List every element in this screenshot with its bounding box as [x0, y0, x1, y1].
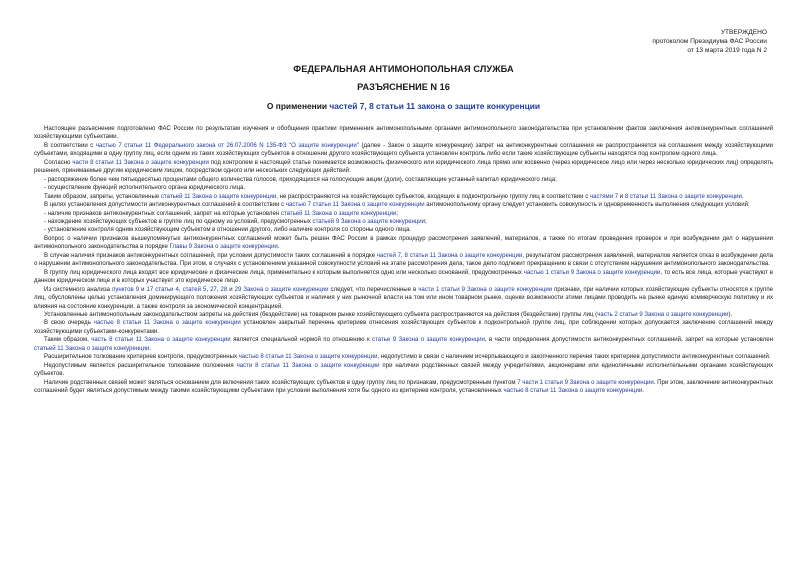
- paragraph: [34, 201, 773, 209]
- paragraph: [34, 142, 773, 159]
- law-reference-link[interactable]: части 8 статьи 11 Закона о защите конкуренции: [72, 159, 209, 166]
- paragraph-text: признаки, при наличии которых хозяйствующие субъекты относятся к группе лиц, обусловлены целью установления доминирующего положения хозяйствующих субъектов и наличия у них рыночной власти на том или ином товарном рынке, оценки возможности этими лицами проводить на рынке единую коммерческую политику и их влияния на состояние конкуренции, а также контроля за экономической концентрацией.: [34, 286, 773, 310]
- paragraph-text: .: [277, 244, 280, 251]
- law-reference-link[interactable]: 8 статьи 11 Закона о защите конкуренции: [404, 252, 523, 259]
- law-reference-link[interactable]: часть 2 статьи 9 Закона о защите конкуренции: [597, 311, 729, 318]
- paragraph-text: (далее - Закон о защите конкуренции) запрет на антиконкурентные соглашения не распространяется на соглашения между хозяйствующими субъектами, входящими в одну группу лиц, если одним из таких хозяйствующих субъектов в отношении другого хозяйствующего субъекта установлен контроль либо если такие хозяйствующие субъекты находятся под контролем одного лица.: [34, 142, 773, 158]
- paragraph-text: ,: [206, 286, 211, 293]
- law-reference-link[interactable]: пунктов 9: [112, 286, 140, 293]
- paragraph-text: ,: [401, 252, 405, 259]
- paragraph-text: , в части определения допустимости антиконкурентных соглашений, запрет на которые установлен: [484, 337, 773, 344]
- paragraph-text: , не распространяются на хозяйствующих субъектов, входящих в подконтрольную группу лиц в соответствии с: [276, 193, 590, 200]
- paragraph-text: Таким образом, запреты, установленные: [44, 193, 161, 200]
- paragraph-text: и: [227, 286, 235, 293]
- paragraph-text: Недопустимым является расширительное толкование положения: [44, 362, 237, 369]
- law-reference-link[interactable]: Главы 9 Закона о защите конкуренции: [169, 244, 278, 251]
- law-reference-link[interactable]: статьей 11 Закона о защите конкуренции: [160, 193, 277, 200]
- paragraph-text: ,: [178, 286, 183, 293]
- paragraph: [34, 125, 773, 142]
- paragraph: [34, 159, 773, 176]
- law-reference-link[interactable]: 7 части 1 статьи 9 Закона о защите конкуренции: [517, 379, 654, 386]
- law-reference-link[interactable]: статьей 11 Закона о защите конкуренции: [280, 210, 397, 217]
- paragraph-text: является специальной нормой по отношению к: [230, 337, 373, 344]
- paragraph-text: антимонопольному органу следует установить совокупность и одновременность выполнения следующих условий:: [424, 202, 750, 209]
- law-reference-link[interactable]: статьей 9 Закона о защите конкуренции: [312, 218, 426, 225]
- paragraph: [34, 336, 773, 353]
- law-reference-link[interactable]: части 1 статьи 9 Закона о защите конкуренции: [418, 286, 553, 293]
- paragraph-text: ;: [425, 218, 427, 225]
- approved-label: УТВЕРЖДЕНО: [720, 29, 767, 36]
- paragraph-text: следует, что перечисленные в: [328, 286, 419, 293]
- paragraph-text: Установленные антимонопольным законодательством запреты на действия (бездействие) на товарном рынке хозяйствующего субъекта распространяются на действия (бездействие) группы лиц (: [44, 311, 598, 318]
- law-reference-link[interactable]: статей 5: [182, 286, 207, 293]
- paragraph: [34, 252, 773, 269]
- paragraph-text: ;: [396, 210, 398, 217]
- law-reference-link[interactable]: частями 7: [589, 193, 619, 200]
- paragraph: [34, 353, 773, 361]
- paragraph-text: , то есть все лица, которые участвуют в данном юридическом лице и в которых участвует это юридическое лицо.: [34, 269, 773, 285]
- document-heading: [0, 101, 807, 111]
- paragraph-text: В свою очередь: [44, 320, 94, 327]
- paragraph-text: Из системного анализа: [44, 286, 113, 293]
- paragraph-text: Согласно: [44, 159, 73, 166]
- law-reference-link[interactable]: частью 7 статьи 11 Федерального закона от 26.07.2006 N 135-ФЗ "О защите конкуренции": [95, 142, 359, 149]
- law-reference-link[interactable]: статьей 11 Закона о защите конкуренции: [34, 345, 150, 352]
- list-item: [34, 218, 773, 226]
- paragraph-text: Расширительное толкование критериев контроля, предусмотренных: [44, 354, 239, 361]
- document-number: РАЗЪЯСНЕНИЕ N 16: [357, 82, 450, 92]
- law-reference-link[interactable]: части 8 статьи 11 Закона о защите конкуренции: [236, 362, 380, 369]
- heading-link[interactable]: частей 7, 8 статьи 11 закона о защите конкуренции: [329, 101, 541, 111]
- law-reference-link[interactable]: статье 9 Закона о защите конкуренции: [372, 337, 485, 344]
- organization-title: ФЕДЕРАЛЬНАЯ АНТИМОНОПОЛЬНАЯ СЛУЖБА: [293, 64, 514, 74]
- paragraph-text: при наличии родственных связей между учредителями, акционерами или единоличными исполнительными органами хозяйствующих субъектов.: [34, 362, 774, 378]
- paragraph: [34, 286, 773, 311]
- paragraph-text: , недопустимо в связи с наличием исчерпывающего и закопченного перечня таких критериев допустимости антиконкурентных соглашений.: [377, 354, 771, 361]
- law-reference-link[interactable]: частью 1 статьи 9 Закона о защите конкуренции: [523, 269, 661, 276]
- paragraph: [34, 311, 773, 319]
- paragraph-text: под контролем в настоящей статье понимается возможность физического или юридического лица прямо или косвенно (через юридическое лицо или через несколько юридических лиц) определять решения, принимаемые другим юридическим лицом, посредством одного или нескольких следующих действий:: [34, 159, 773, 175]
- paragraph-text: - нахождение хозяйствующих субъектов в группе лиц по одному из условий, предусмотренных: [44, 218, 313, 225]
- approved-protocol: протоколом Президиума ФАС России: [652, 38, 767, 46]
- paragraph-text: .: [642, 388, 644, 395]
- law-reference-link[interactable]: часть 8 статьи 11 Закона о защите конкуренции: [91, 337, 231, 344]
- paragraph-text: Вопрос о наличии признаков вышеупомянутых антиконкурентных соглашений может быть решен ФАС России в рамках процедур рассмотрения заявлений, материалов, а также по итогам проведения проверок и при возбуждении дел о нарушении антимонопольного законодательства в порядке: [34, 235, 773, 251]
- approved-date: от 13 марта 2019 года N 2: [687, 47, 767, 55]
- list-item: [34, 210, 773, 218]
- paragraph-text: - наличие признаков антиконкурентных соглашений, запрет на которые установлен: [44, 210, 281, 217]
- law-reference-link[interactable]: 28: [220, 286, 228, 293]
- law-reference-link[interactable]: частью 8 статьи 11 Закона о защите конкуренции: [93, 320, 241, 327]
- paragraph-text: Настоящее разъяснение подготовлено ФАС России по результатам изучения и обобщения практики применения антимонопольными органами антимонопольного законодательства при установлении фактов заключения антиконкурентных соглашений хозяйствующими субъектами.: [34, 126, 773, 141]
- paragraph-text: и: [139, 286, 147, 293]
- law-reference-link[interactable]: 8 статьи 11 Закона о защите конкуренции: [624, 193, 742, 200]
- paragraph-text: . При этом, заключение антиконкурентных соглашений будет являться допустимым между такими хозяйствующими субъектами при условии выполнения хотя бы одного из критериев контроля, установленных: [34, 379, 774, 395]
- document-body: [34, 125, 773, 396]
- approval-stamp: [507, 28, 767, 56]
- law-reference-link[interactable]: 27: [210, 286, 217, 293]
- paragraph-text: , результатом рассмотрения заявлений, материалов является отказ в возбуждении дела о нарушении антимонопольного законодательства. При этом, в случаях с установлением указанной совокупности условий на этапе рассмотрения дела, такое дело подлежит прекращению в связи с отсутствием нарушения антимонопольного законодательства.: [34, 252, 773, 268]
- paragraph: [34, 235, 773, 252]
- paragraph-text: установлен закрытый перечень критериев отнесения хозяйствующих субъектов к подконтрольной группе лиц, при соблюдении которых допускается заключение соглашений между хозяйствующими субъектами-конкурентами.: [34, 320, 773, 335]
- law-reference-link[interactable]: частью 7 статьи 11 Закона о защите конкуренции: [285, 202, 425, 209]
- law-reference-link[interactable]: частью 8 статьи 11 Закона о защите конкуренции: [238, 354, 378, 361]
- paragraph-text: .: [149, 345, 152, 352]
- paragraph-text: В группу лиц юридического лица входят все юридические и физические лица, применительно к которым выполняется одно или несколько оснований, предусмотренных: [44, 269, 524, 276]
- law-reference-link[interactable]: частью 8 статьи 11 Закона о защите конкуренции: [503, 388, 643, 395]
- paragraph-text: В соответствии с: [44, 142, 96, 149]
- paragraph-text: - установление контроля одним хозяйствующим субъектом в отношении другого, либо наличие контроля со стороны одного лица.: [44, 227, 411, 234]
- paragraph: [34, 269, 773, 286]
- paragraph: [34, 379, 773, 396]
- paragraph-text: - распоряжение более чем пятьюдесятью процентами общего количества голосов, приходящихся на голосующие акции (доли), составляющие уставный капитал юридического лица;: [44, 176, 557, 183]
- paragraph: [34, 193, 773, 201]
- paragraph-text: .: [741, 193, 744, 200]
- paragraph-text: и: [618, 193, 625, 200]
- list-item: [34, 176, 773, 184]
- paragraph-text: - осуществление функций исполнительного органа юридического лица.: [44, 185, 246, 192]
- paragraph-text: Наличие родственных связей может являться основанием для включения таких хозяйствующих субъектов в одну группу лиц по признакам, предусмотренным пунктом: [44, 379, 518, 386]
- paragraph-text: ).: [728, 311, 733, 318]
- paragraph: [34, 362, 773, 379]
- law-reference-link[interactable]: 29 Закона о защите конкуренции: [234, 286, 329, 293]
- paragraph-text: В случае наличия признаков антиконкурентных соглашений, при условии допустимости таких соглашений в порядке: [44, 252, 377, 259]
- list-item: [34, 184, 773, 192]
- paragraph-text: Таким образом,: [44, 337, 92, 344]
- paragraph-text: В целях установления допустимости антиконкурентных соглашений в соответствии с: [44, 202, 286, 209]
- law-reference-link[interactable]: 17 статьи 4: [146, 286, 179, 293]
- law-reference-link[interactable]: частей 7: [376, 252, 402, 259]
- paragraph-text: ,: [216, 286, 221, 293]
- heading-prefix: О применении: [266, 101, 330, 111]
- list-item: [34, 226, 773, 234]
- paragraph: [34, 319, 773, 336]
